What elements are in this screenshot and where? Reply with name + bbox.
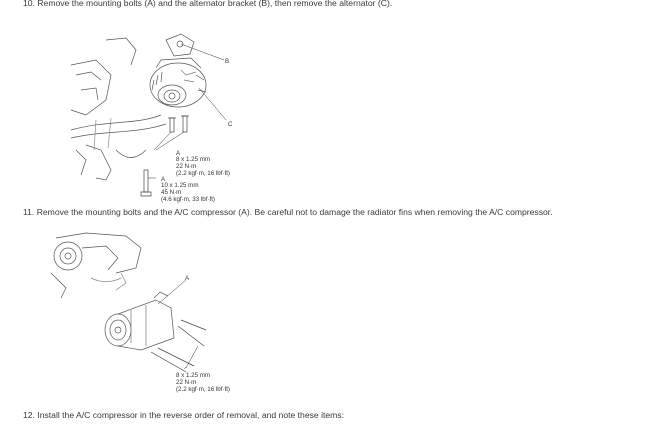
spec-line: 22 N·m xyxy=(176,162,197,170)
spec-line: 45 N·m xyxy=(161,188,182,196)
callout-c: C xyxy=(228,121,233,128)
spec-line: 8 x 1.25 mm xyxy=(176,372,211,379)
torque-spec-compressor xyxy=(176,373,230,393)
callout-a-lower: A xyxy=(161,176,166,183)
step-12-text: 12. Install the A/C compressor in the reverse order of removal, and note these items: xyxy=(23,410,344,420)
spec-line: 22 N·m xyxy=(176,378,197,386)
callout-a-upper: A xyxy=(176,150,181,157)
step-10-text: 10. Remove the mounting bolts (A) and the alternator bracket (B), then remove the alternator (C). xyxy=(23,0,393,8)
spec-line: 8 x 1.25 mm xyxy=(176,156,211,163)
torque-spec-upper xyxy=(176,157,230,177)
ac-compressor-illustration xyxy=(46,228,221,378)
spec-line: (2.2 kgf·m, 16 lbf·ft) xyxy=(176,169,230,177)
callout-a-compressor: A xyxy=(185,275,190,282)
spec-line: (2.2 kgf·m, 16 lbf·ft) xyxy=(176,385,230,393)
spec-line: 10 x 1.25 mm xyxy=(161,182,199,189)
torque-spec-lower xyxy=(161,183,215,203)
spec-line: (4.6 kgf·m, 33 lbf·ft) xyxy=(161,195,215,203)
step-11-text: 11. Remove the mounting bolts and the A/C compressor (A). Be careful not to damage the radiator fins when removing the A/C compressor. xyxy=(23,207,553,217)
callout-b: B xyxy=(225,58,230,65)
